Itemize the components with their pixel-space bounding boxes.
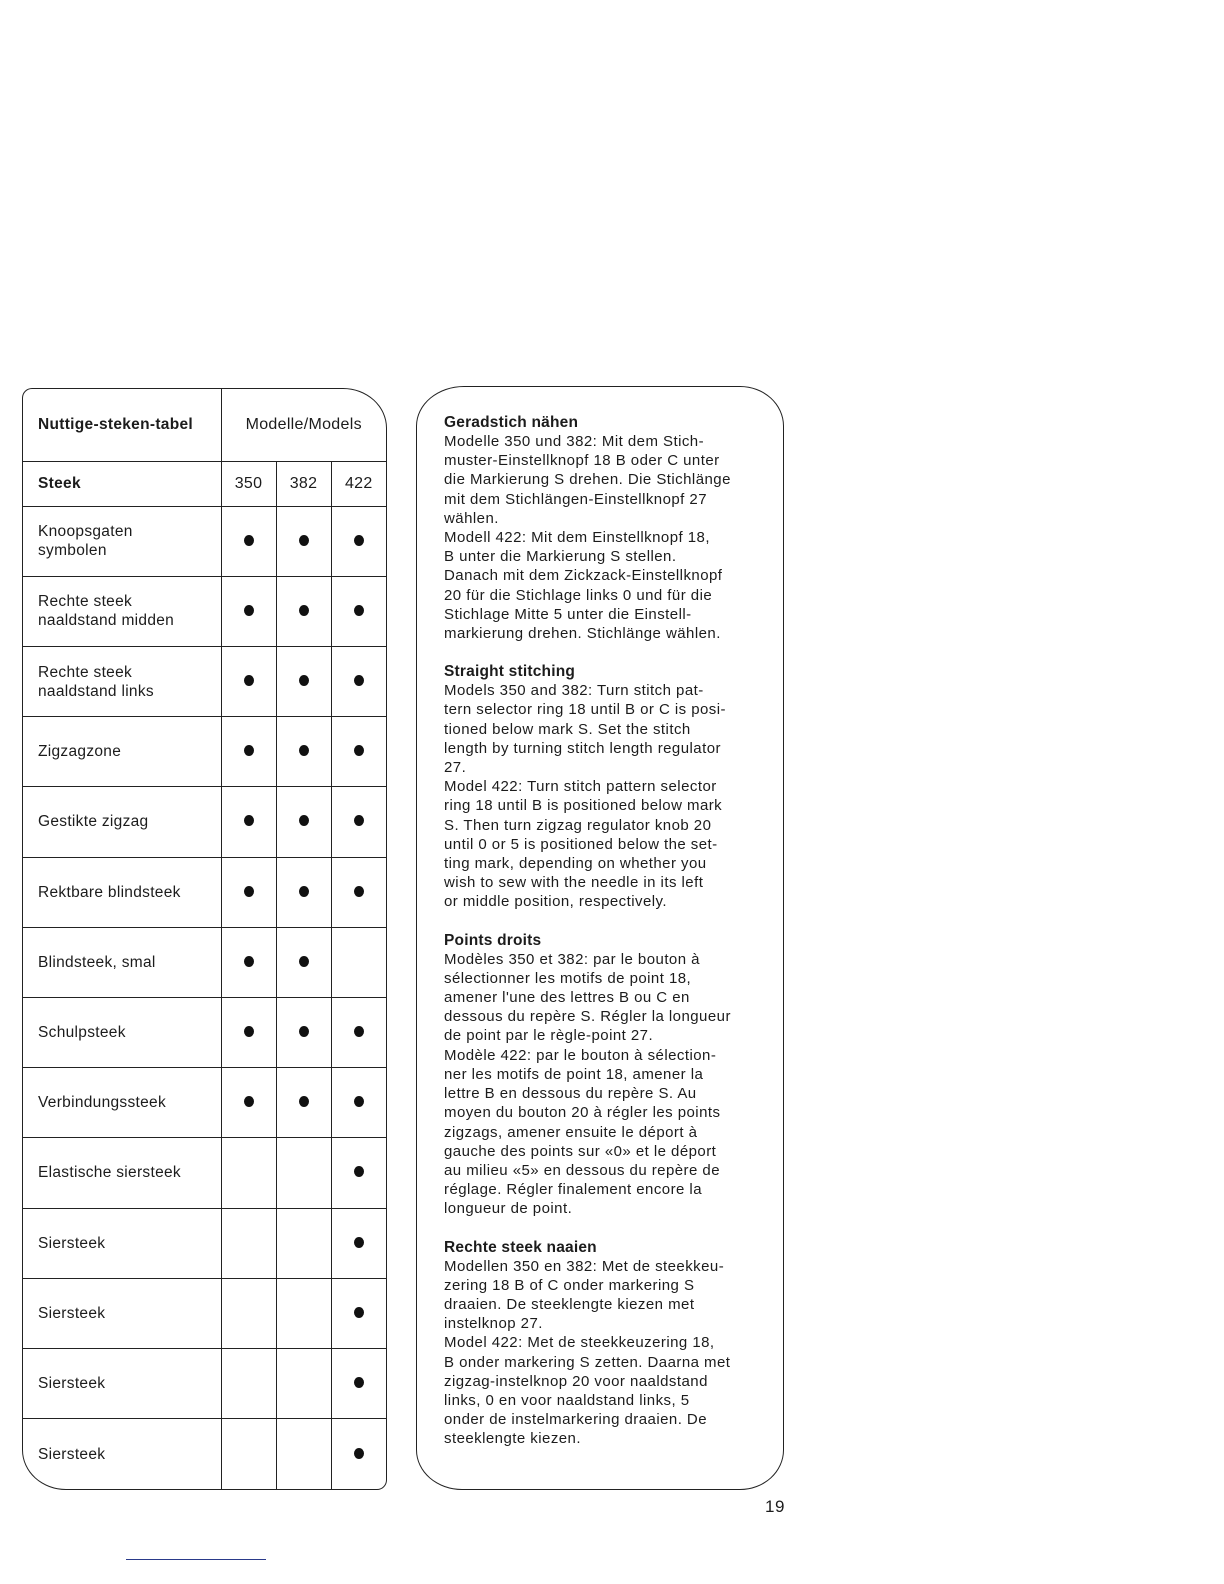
available-dot-icon	[354, 886, 364, 897]
available-dot-icon	[354, 815, 364, 826]
stitch-column-header: Steek	[23, 461, 221, 506]
stitch-name: Knoopsgaten symbolen	[23, 506, 221, 576]
section-english	[444, 662, 769, 911]
availability-cell-350	[221, 646, 276, 716]
table-title: Nuttige-steken-tabel	[23, 389, 221, 461]
available-dot-icon	[299, 675, 309, 686]
stitch-row	[23, 1419, 386, 1489]
instructions-panel	[416, 386, 784, 1490]
availability-cell-422	[331, 576, 386, 646]
availability-cell-422	[331, 1278, 386, 1348]
models-header: Modelle/Models	[221, 389, 386, 461]
availability-cell-422	[331, 646, 386, 716]
model-350-header: 350	[221, 461, 276, 506]
stitch-name: Siersteek	[23, 1278, 221, 1348]
available-dot-icon	[244, 1096, 254, 1107]
stitch-name: Siersteek	[23, 1208, 221, 1278]
availability-cell-422	[331, 787, 386, 857]
available-dot-icon	[299, 605, 309, 616]
available-dot-icon	[299, 886, 309, 897]
available-dot-icon	[244, 1026, 254, 1037]
stitch-name: Rechte steek naaldstand midden	[23, 576, 221, 646]
availability-cell-422	[331, 857, 386, 927]
availability-cell-382	[276, 1068, 331, 1138]
availability-cell-382	[276, 1419, 331, 1489]
stitch-name: Siersteek	[23, 1419, 221, 1489]
stitch-row	[23, 857, 386, 927]
model-422-header: 422	[331, 461, 386, 506]
availability-cell-422	[331, 927, 386, 997]
section-body: Modèles 350 et 382: par le bouton à sélectionner les motifs de point 18, amener l'une des lettres B ou C en dessous du repère S. Régler la longueur de point par le règle-point 27. Modèle 422: par le bouton à sélection- ner les motifs de point 18, amener la lettre B en dessous du repère S. Au moyen du bouton 20 à régler les points zigzags, amener ensuite le déport à gauche des points sur «0» et le déport au milieu «5» en dessous du repère de réglage. Régler finalement encore la longueur de point.	[444, 950, 731, 1218]
availability-cell-382	[276, 646, 331, 716]
stitch-name: Siersteek	[23, 1348, 221, 1418]
available-dot-icon	[299, 745, 309, 756]
section-body: Modelle 350 und 382: Mit dem Stich- muster-Einstellknopf 18 B oder C unter die Markierung S drehen. Die Stichlänge mit dem Stichlängen-Einstellknopf 27 wählen. Modell 422: Mit dem Einstellknopf 18, B unter die Markierung S stellen. Danach mit dem Zickzack-Einstellknopf 20 für die Stichlage links 0 und für die Stichlage Mitte 5 unter die Einstell- markierung drehen. Stichlänge wählen.	[444, 433, 731, 643]
availability-cell-382	[276, 576, 331, 646]
availability-cell-350	[221, 576, 276, 646]
available-dot-icon	[299, 956, 309, 967]
stitch-table-panel	[22, 388, 387, 1490]
availability-cell-382	[276, 997, 331, 1067]
stitch-row	[23, 1348, 386, 1418]
available-dot-icon	[354, 1096, 364, 1107]
page-number: 19	[765, 1497, 785, 1516]
availability-cell-350	[221, 997, 276, 1067]
availability-cell-350	[221, 1208, 276, 1278]
stitch-name: Rektbare blindsteek	[23, 857, 221, 927]
available-dot-icon	[354, 745, 364, 756]
available-dot-icon	[354, 675, 364, 686]
availability-cell-422	[331, 1068, 386, 1138]
availability-cell-382	[276, 1208, 331, 1278]
stitch-name: Verbindungssteek	[23, 1068, 221, 1138]
availability-cell-382	[276, 1348, 331, 1418]
section-title: Points droits	[444, 931, 542, 949]
stitch-row	[23, 576, 386, 646]
section-german	[444, 413, 769, 643]
availability-cell-350	[221, 1419, 276, 1489]
available-dot-icon	[354, 1026, 364, 1037]
available-dot-icon	[244, 675, 254, 686]
section-body: Modellen 350 en 382: Met de steekkeu- zering 18 B of C onder markering S draaien. De steeklengte kiezen met instelknop 27. Model 422: Met de steekkeuzering 18, B onder markering S zetten. Daarna met zigzag-instelknop 20 voor naaldstand links, 0 en voor naaldstand links, 5 onder de instelmarkering draaien. De steeklengte kiezen.	[444, 1257, 731, 1448]
availability-cell-350	[221, 927, 276, 997]
availability-cell-422	[331, 717, 386, 787]
available-dot-icon	[244, 886, 254, 897]
available-dot-icon	[299, 1026, 309, 1037]
stitch-table	[23, 389, 386, 1489]
stitch-name: Gestikte zigzag	[23, 787, 221, 857]
stitch-row	[23, 1068, 386, 1138]
availability-cell-422	[331, 997, 386, 1067]
model-382-header: 382	[276, 461, 331, 506]
available-dot-icon	[299, 1096, 309, 1107]
section-body: Models 350 and 382: Turn stitch pat- tern selector ring 18 until B or C is posi- tioned below mark S. Set the stitch length by turning stitch length regulator 27. Model 422: Turn stitch pattern selector ring 18 until B is positioned below mark S. Then turn zigzag regulator knob 20 until 0 or 5 is positioned below the set- ting mark, depending on whether you wish to sew with the needle in its left or middle position, respectively.	[444, 682, 726, 911]
stitch-name: Zigzagzone	[23, 717, 221, 787]
stitch-row	[23, 1278, 386, 1348]
available-dot-icon	[244, 535, 254, 546]
availability-cell-382	[276, 506, 331, 576]
availability-cell-422	[331, 1138, 386, 1208]
availability-cell-382	[276, 1278, 331, 1348]
stitch-row	[23, 506, 386, 576]
stitch-row	[23, 646, 386, 716]
availability-cell-350	[221, 506, 276, 576]
availability-cell-422	[331, 1348, 386, 1418]
table-column-header-row	[23, 461, 386, 506]
availability-cell-350	[221, 717, 276, 787]
availability-cell-382	[276, 787, 331, 857]
available-dot-icon	[354, 1166, 364, 1177]
available-dot-icon	[354, 1448, 364, 1459]
stitch-name: Blindsteek, smal	[23, 927, 221, 997]
stitch-row	[23, 927, 386, 997]
available-dot-icon	[244, 956, 254, 967]
availability-cell-422	[331, 1419, 386, 1489]
section-title: Straight stitching	[444, 663, 576, 681]
availability-cell-382	[276, 717, 331, 787]
available-dot-icon	[299, 535, 309, 546]
section-french	[444, 931, 769, 1219]
available-dot-icon	[354, 1237, 364, 1248]
availability-cell-350	[221, 1348, 276, 1418]
stitch-row	[23, 787, 386, 857]
availability-cell-350	[221, 787, 276, 857]
available-dot-icon	[299, 815, 309, 826]
section-dutch	[444, 1238, 769, 1449]
available-dot-icon	[354, 605, 364, 616]
available-dot-icon	[354, 535, 364, 546]
stitch-row	[23, 997, 386, 1067]
available-dot-icon	[354, 1307, 364, 1318]
available-dot-icon	[354, 1377, 364, 1388]
stitch-row	[23, 717, 386, 787]
availability-cell-422	[331, 1208, 386, 1278]
availability-cell-350	[221, 857, 276, 927]
stitch-row	[23, 1138, 386, 1208]
section-title: Rechte steek naaien	[444, 1238, 597, 1256]
availability-cell-382	[276, 927, 331, 997]
availability-cell-382	[276, 1138, 331, 1208]
stitch-row	[23, 1208, 386, 1278]
stitch-name: Rechte steek naaldstand links	[23, 646, 221, 716]
section-title: Geradstich nähen	[444, 414, 579, 431]
availability-cell-350	[221, 1068, 276, 1138]
available-dot-icon	[244, 605, 254, 616]
availability-cell-382	[276, 857, 331, 927]
available-dot-icon	[244, 815, 254, 826]
available-dot-icon	[244, 745, 254, 756]
availability-cell-350	[221, 1138, 276, 1208]
footer-rule	[126, 1559, 266, 1560]
availability-cell-422	[331, 506, 386, 576]
stitch-name: Elastische siersteek	[23, 1138, 221, 1208]
availability-cell-350	[221, 1278, 276, 1348]
stitch-name: Schulpsteek	[23, 997, 221, 1067]
table-title-row	[23, 389, 386, 461]
